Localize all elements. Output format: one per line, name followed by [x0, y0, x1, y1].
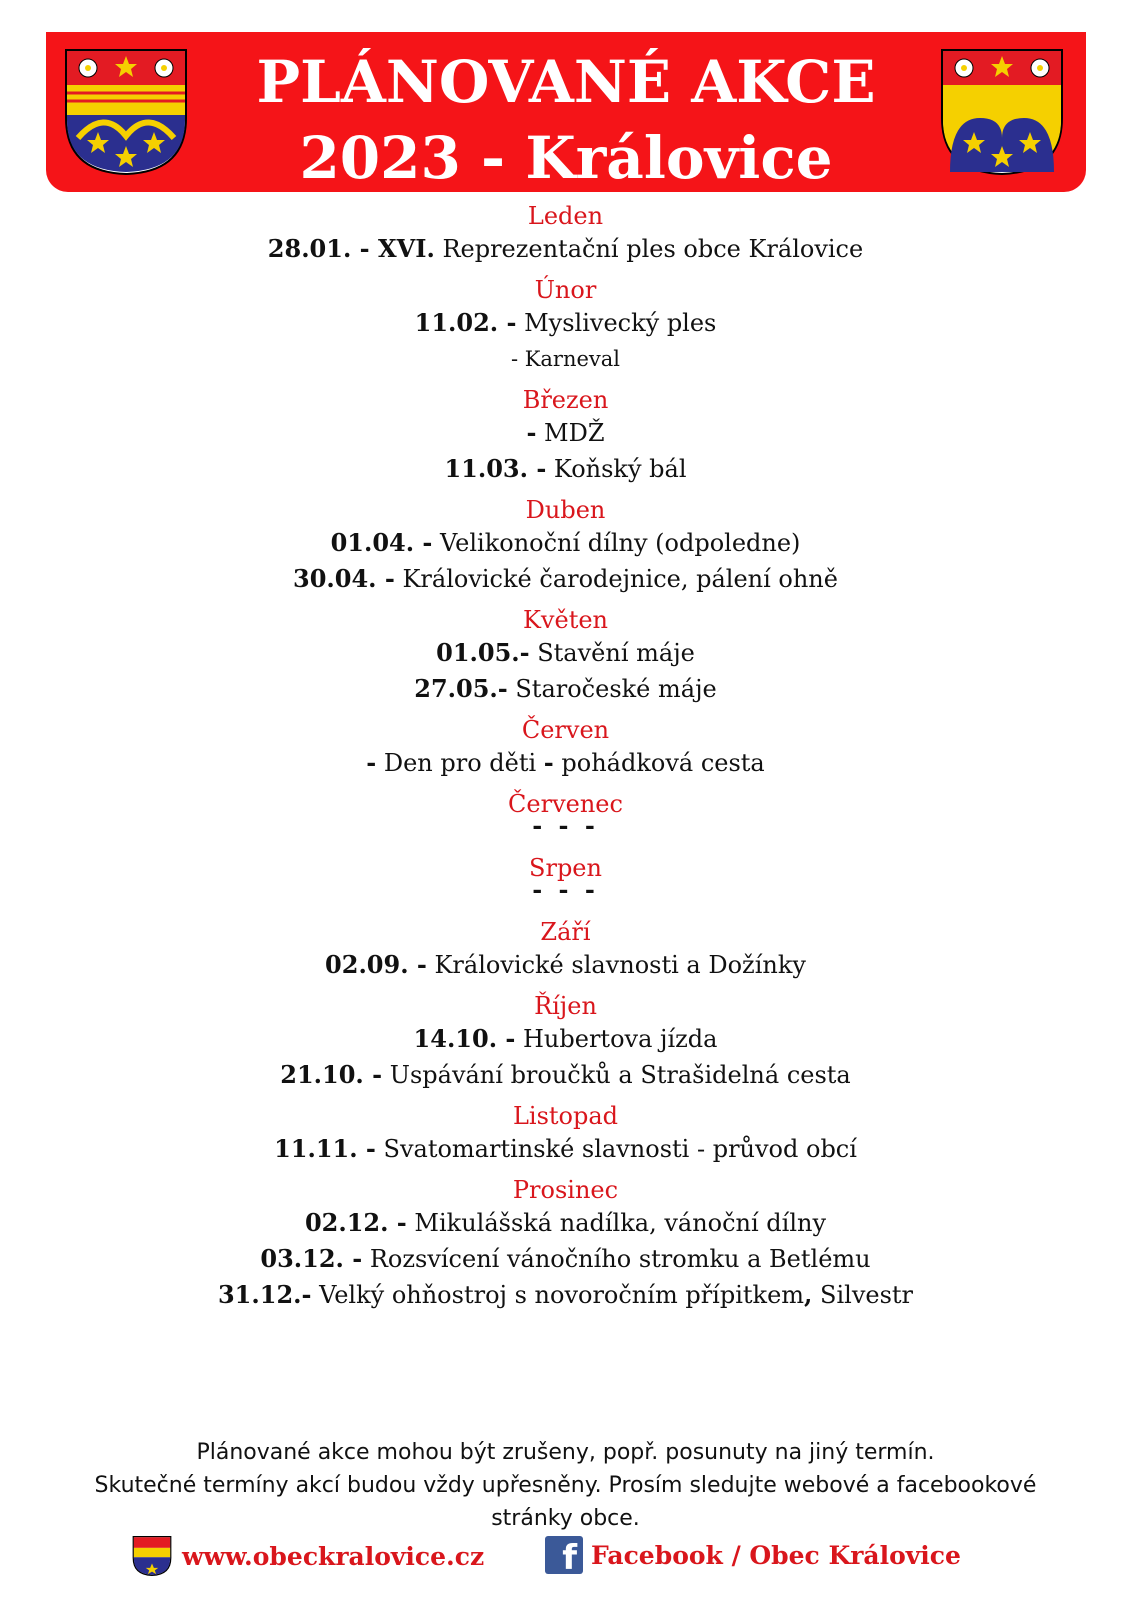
coat-of-arms-icon [132, 1536, 172, 1576]
event-comma: , [804, 1280, 813, 1309]
event-text: Myslivecký ples [516, 309, 717, 337]
event-dash: - [543, 748, 554, 777]
event-date: 14.10. - [413, 1024, 516, 1053]
event-item [0, 1131, 1131, 1167]
month-heading: Duben [525, 496, 606, 524]
event-item [0, 451, 1131, 487]
event-date: 30.04. - [293, 564, 395, 593]
event-item [0, 745, 1131, 781]
event-date: 01.05.- [436, 638, 530, 667]
event-item [0, 561, 1131, 597]
month-heading: Prosinec [512, 1176, 619, 1204]
event-item [0, 1241, 1131, 1277]
facebook-text[interactable]: Facebook / Obec Královice [591, 1540, 961, 1570]
event-date: 03.12. - [260, 1244, 363, 1273]
no-events-placeholder: - - - [532, 811, 599, 840]
event-text: - Karneval [510, 347, 621, 371]
event-item [0, 341, 1131, 377]
coat-of-arms-icon [940, 48, 1064, 176]
month-heading: Leden [527, 202, 604, 230]
event-item [0, 635, 1131, 671]
event-text: pohádková cesta [553, 749, 765, 777]
event-item [0, 231, 1131, 267]
event-item [0, 671, 1131, 707]
event-text: Den pro děti [376, 749, 544, 777]
header-banner [46, 32, 1086, 192]
event-text: Silvestr [812, 1281, 914, 1309]
event-item [0, 1057, 1131, 1093]
website-link[interactable] [132, 1536, 484, 1576]
no-events-placeholder: - - - [532, 875, 599, 904]
month-heading: Srpen [529, 854, 602, 882]
event-date: 11.02. - [414, 308, 517, 337]
event-date: 27.05.- [414, 674, 508, 703]
event-item [0, 1277, 1131, 1313]
month-heading: Únor [534, 276, 597, 304]
event-item [0, 1021, 1131, 1057]
event-item [0, 1205, 1131, 1241]
event-item [0, 415, 1131, 451]
month-heading: Květen [523, 606, 608, 634]
event-text: Reprezentační ples obce Královice [434, 235, 864, 263]
event-text: Mikulášská nadílka, vánoční dílny [406, 1209, 827, 1237]
event-text: Uspávání broučků a Strašidelná cesta [382, 1061, 851, 1089]
event-item [0, 947, 1131, 983]
month-heading: Červenec [508, 790, 623, 818]
event-text: Královické slavnosti a Dožínky [426, 951, 806, 979]
event-text: Staročeské máje [507, 675, 717, 703]
website-text[interactable]: www.obeckralovice.cz [182, 1541, 485, 1571]
title-line-2: 2023 - Královice [299, 124, 833, 192]
event-text: Velký ohňostroj s novoročním přípitkem [311, 1281, 805, 1309]
event-item [0, 525, 1131, 561]
disclaimer [60, 1436, 1071, 1535]
event-date: 01.04. - [330, 528, 433, 557]
month-heading: Listopad [512, 1102, 619, 1130]
event-date: 21.10. - [280, 1060, 383, 1089]
event-date: 11.11. - [274, 1134, 376, 1163]
event-text: MDŽ [536, 419, 605, 447]
month-heading: Září [540, 918, 591, 946]
event-date: 11.03. - [444, 454, 547, 483]
event-date: 31.12.- [217, 1280, 312, 1309]
event-text: Velikonoční dílny (odpoledne) [432, 529, 801, 557]
footer [0, 1536, 1131, 1580]
facebook-icon: f [545, 1536, 583, 1574]
event-text: Stavění máje [529, 639, 695, 667]
event-date: - [366, 748, 377, 777]
event-text: Svatomartinské slavnosti - průvod obcí [375, 1135, 857, 1163]
disclaimer-line-2: Skutečné termíny akcí budou vždy upřesněny. Prosím sledujte webové a facebookové stránky obce. [94, 1473, 1037, 1531]
page-title [46, 44, 1086, 196]
event-date: 02.09. - [325, 950, 427, 979]
month-heading: Březen [522, 386, 609, 414]
title-line-1: PLÁNOVANÉ AKCE [256, 48, 876, 116]
event-text: Rozsvícení vánočního stromku a Betlému [362, 1245, 871, 1273]
event-text: Královické čarodejnice, pálení ohně [394, 565, 838, 593]
month-heading: Říjen [534, 992, 597, 1020]
event-item [0, 305, 1131, 341]
event-date: 28.01. - XVI. [267, 234, 435, 263]
disclaimer-line-1: Plánované akce mohou být zrušeny, popř. posunuty na jiný termín. [196, 1440, 935, 1465]
event-text: Koňský bál [546, 455, 687, 483]
event-date: 02.12. - [304, 1208, 407, 1237]
facebook-link[interactable] [545, 1536, 961, 1574]
event-date: - [526, 418, 537, 447]
month-heading: Červen [521, 716, 610, 744]
event-list [0, 201, 1131, 1313]
event-text: Hubertova jízda [515, 1025, 718, 1053]
